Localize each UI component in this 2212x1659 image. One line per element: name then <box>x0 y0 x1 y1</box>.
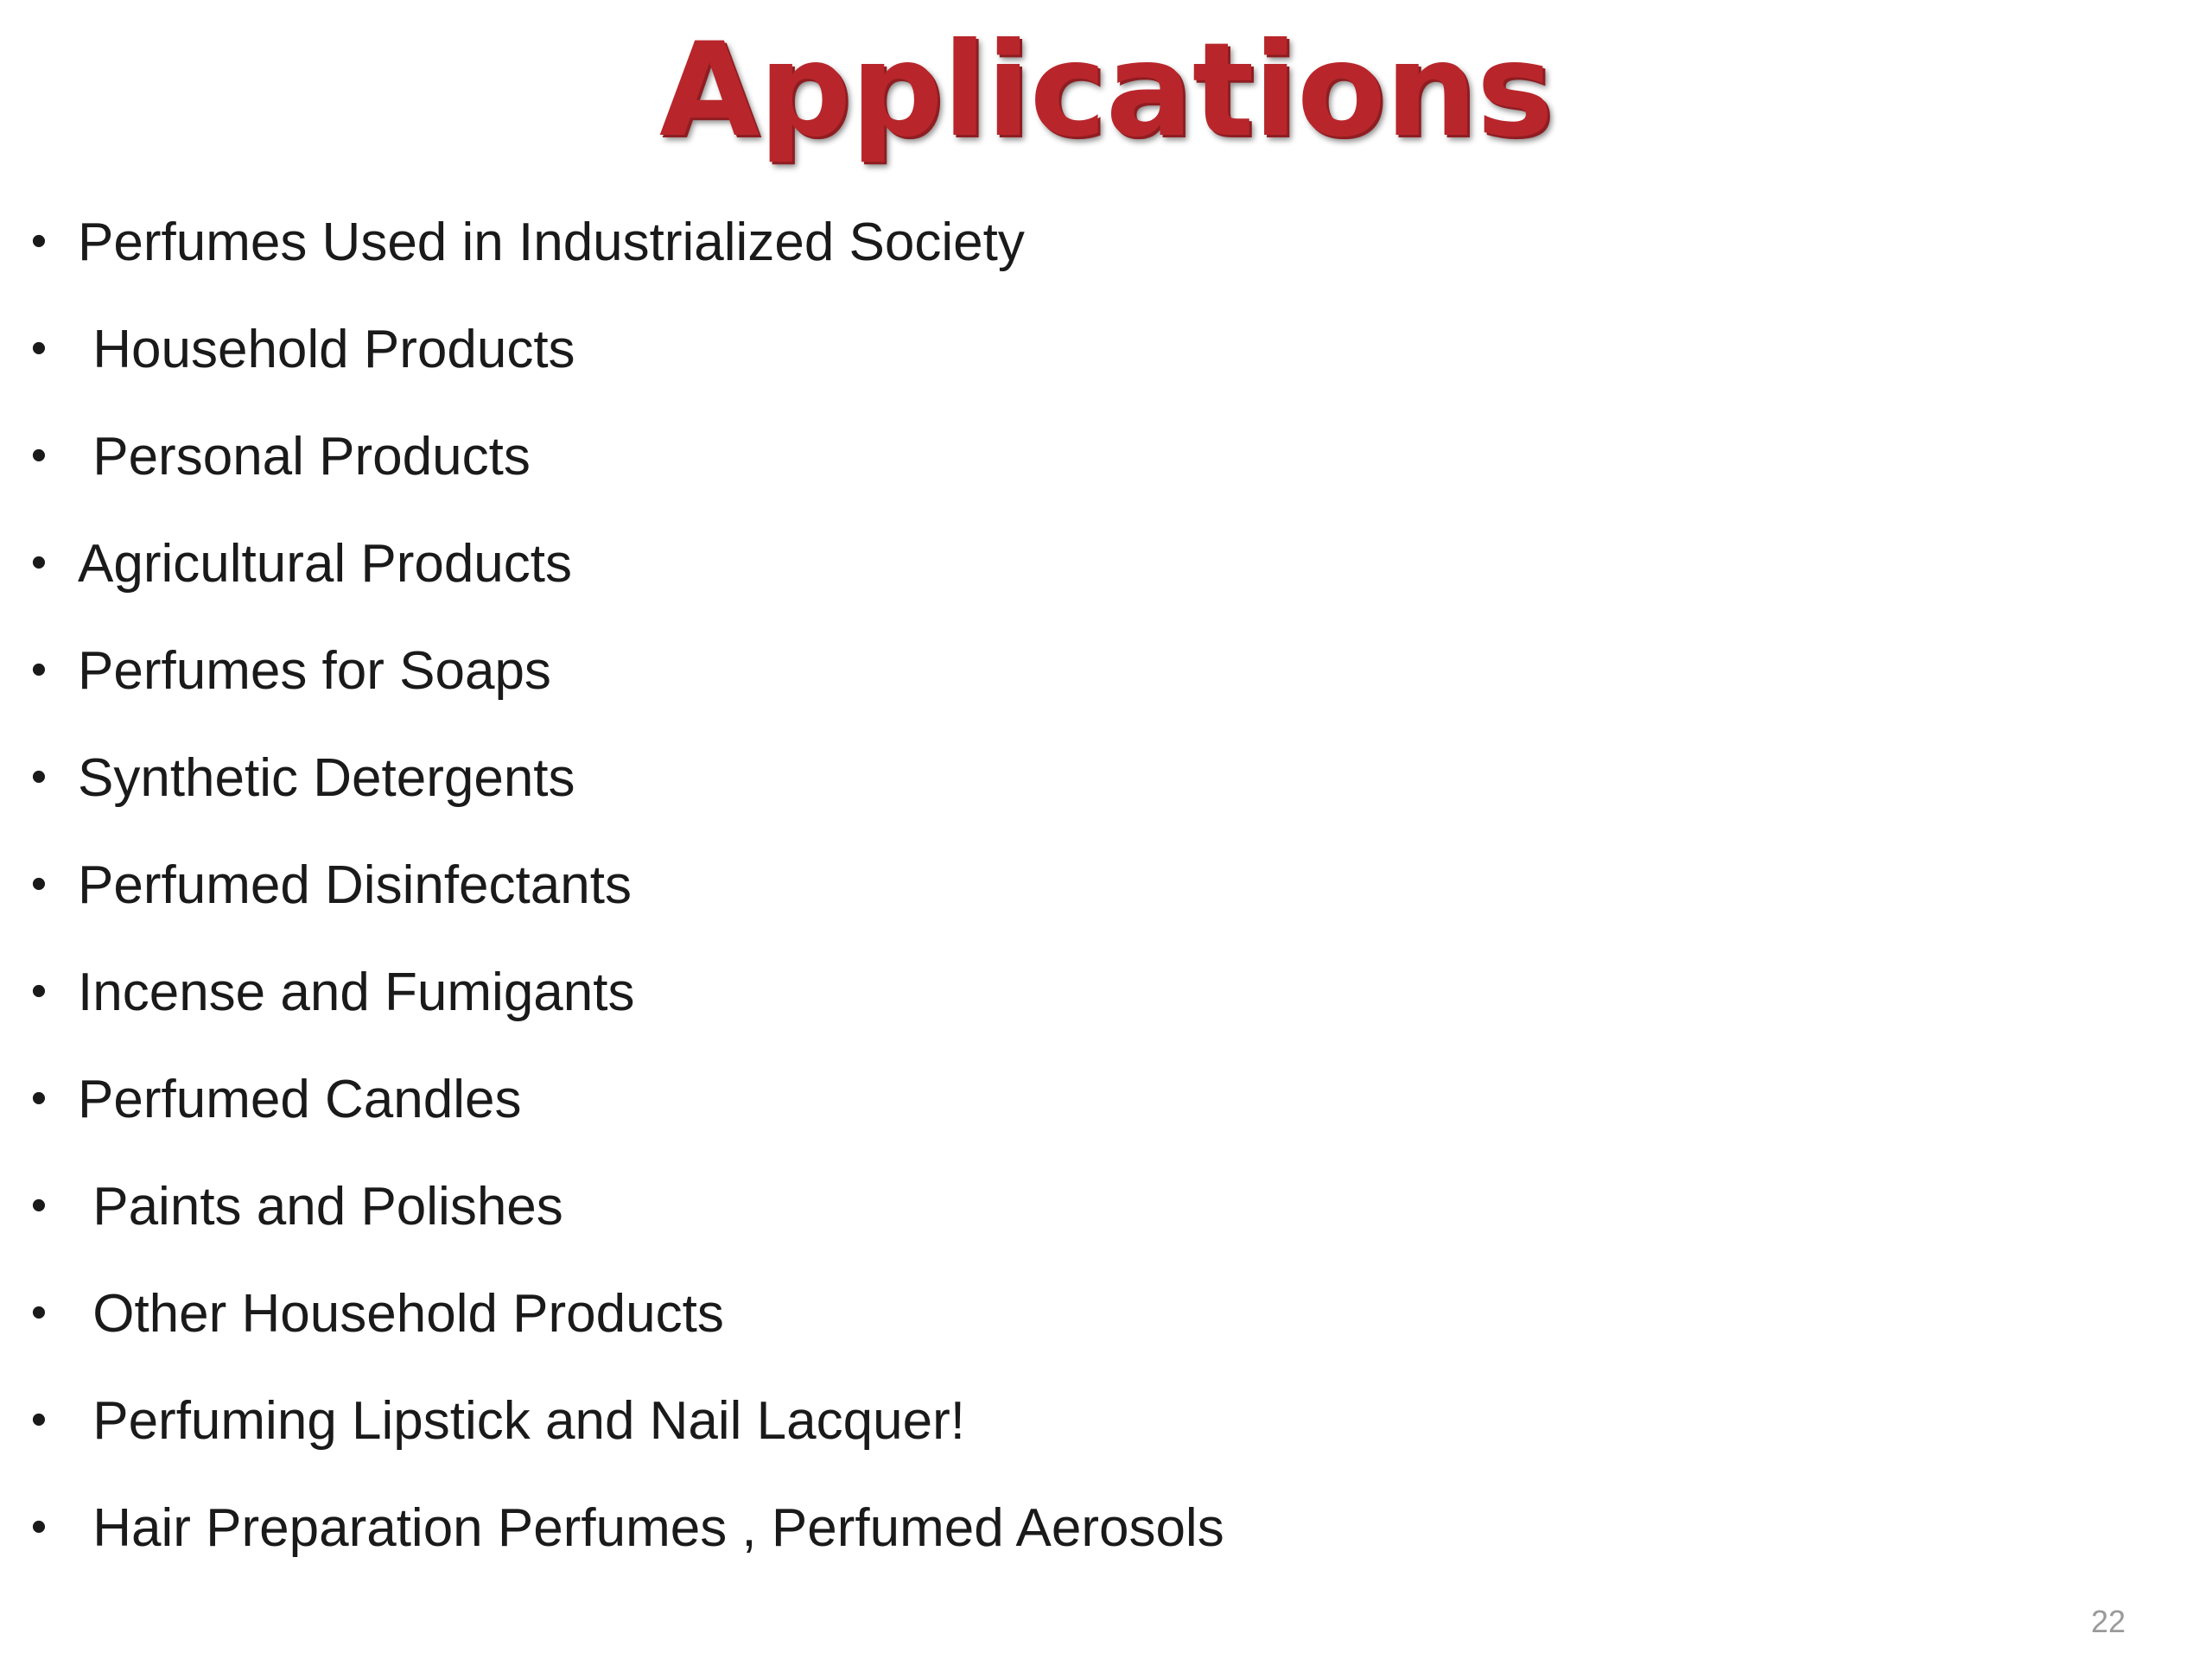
list-item-label: Perfumes Used in Industrialized Society <box>78 213 1025 272</box>
page-title: Applications <box>658 16 1554 166</box>
bullet-icon: • <box>30 1287 48 1338</box>
list-item <box>0 427 2091 537</box>
bullet-icon: • <box>30 323 48 373</box>
list-item <box>0 534 2091 645</box>
list-item-label: Perfumed Disinfectants <box>78 855 632 915</box>
list-item-label: Incense and Fumigants <box>78 963 635 1022</box>
list-item <box>0 1498 2091 1609</box>
list-item <box>0 1284 2091 1395</box>
bullet-icon: • <box>30 752 48 802</box>
list-item-label: Perfuming Lipstick and Nail Lacquer! <box>78 1391 965 1451</box>
list-item <box>0 748 2091 859</box>
list-item <box>0 855 2091 966</box>
list-item-label: Paints and Polishes <box>78 1177 563 1236</box>
bullet-icon: • <box>30 859 48 909</box>
bullet-icon: • <box>30 1395 48 1445</box>
page-number: 22 <box>2090 1604 2126 1639</box>
list-item <box>0 213 2091 323</box>
list-item <box>0 1070 2091 1180</box>
list-item-label: Household Products <box>78 320 575 379</box>
list-item-label: Agricultural Products <box>78 534 573 594</box>
bullet-icon: • <box>30 537 48 588</box>
list-item <box>0 1177 2091 1287</box>
list-item-label: Hair Preparation Perfumes , Perfumed Aerosols <box>78 1498 1224 1558</box>
bullet-icon: • <box>30 1180 48 1230</box>
list-item-label: Perfumes for Soaps <box>78 641 551 701</box>
list-item <box>0 1391 2091 1502</box>
list-item <box>0 320 2091 430</box>
bullet-list <box>0 213 2091 1609</box>
list-item <box>0 641 2091 752</box>
bullet-icon: • <box>30 1502 48 1552</box>
bullet-icon: • <box>30 966 48 1016</box>
bullet-icon: • <box>30 1073 48 1123</box>
list-item-label: Other Household Products <box>78 1284 724 1344</box>
list-item-label: Synthetic Detergents <box>78 748 575 808</box>
list-item-label: Personal Products <box>78 427 531 486</box>
bullet-icon: • <box>30 645 48 695</box>
list-item-label: Perfumed Candles <box>78 1070 522 1129</box>
bullet-icon: • <box>30 430 48 480</box>
bullet-icon: • <box>30 216 48 266</box>
list-item <box>0 963 2091 1073</box>
